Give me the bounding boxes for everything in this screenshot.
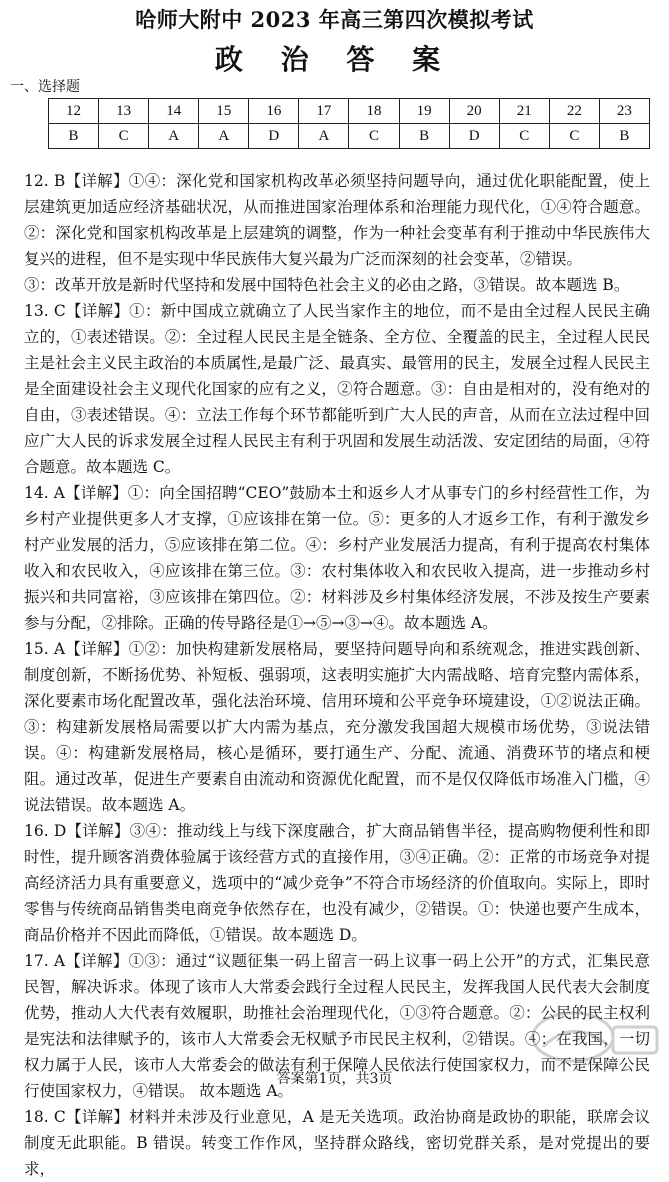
question-number: 14: [149, 99, 199, 124]
answer-subtitle: 政 治 答 案: [214, 43, 455, 76]
explanation-paragraph: 15. A【详解】①②：加快构建新发展格局，要坚持问题导向和系统观念，推进实践创新、制度创新，不断扬优势、补短板、强弱项，这表明实施扩大内需战略、培育完整内需体系，深化要素市场化配置改革，强化法治环境、信用环境和公平竞争环境建设，①②说法正确。③：构建新发展格局需要以扩大内需为基点，充分激发我国超大规模市场优势，③说法错误。④：构建新发展格局，核心是循环，要打通生产、分配、流通、消费环节的堵点和梗阻。通过改革，促进生产要素自由流动和资源优化配置，而不是仅仅降低市场准入门槛，④说法错误。故本题选 A。: [24, 640, 650, 814]
answer-cell: D: [449, 124, 499, 149]
question-number: 21: [499, 99, 549, 124]
answer-cell: A: [199, 124, 249, 149]
answer-cell: A: [149, 124, 199, 149]
answer-cell: B: [599, 124, 649, 149]
answer-cell: C: [499, 124, 549, 149]
watermark-logo-icon: [513, 1007, 663, 1069]
question-number: 12: [49, 99, 99, 124]
answer-cell: C: [349, 124, 399, 149]
page-footer: 答案第1页，共3页: [276, 1071, 393, 1087]
explanation-paragraph: 12. B【详解】①④：深化党和国家机构改革必须坚持问题导向，通过优化职能配置，使上层建筑更加适应经济基础状况，从而推进国家治理体系和治理能力现代化，①④符合题意。②：深化党和国家机构改革是上层建筑的调整，作为一种社会变革有利于推动中华民族伟大复兴的进程，但不是实现中华民族伟大复兴最为广泛而深刻的社会变革，②错误。: [24, 172, 650, 268]
answer-cell: D: [249, 124, 299, 149]
answer-cell: B: [49, 124, 99, 149]
explanation-paragraph: 16. D【详解】③④：推动线上与线下深度融合，扩大商品销售半径，提高购物便利性和即时性，提升顾客消费体验属于该经营方式的直接作用，③④正确。②：正常的市场竞争对提高经济活力具有重要意义，选项中的“减少竞争”不符合市场经济的价值取向。实际上，即时零售与传统商品销售类电商竞争依然存在，也没有减少，②错误。①：快递也要产生成本，商品价格并不因此而降低，①错误。故本题选 D。: [24, 822, 650, 944]
answer-cell: B: [399, 124, 449, 149]
explanation-paragraph: ③：改革开放是新时代坚持和发展中国特色社会主义的必由之路，③错误。故本题选 B。: [24, 276, 630, 294]
answer-cell: C: [549, 124, 599, 149]
answer-cell: C: [99, 124, 149, 149]
section-label: 一、选择题: [10, 79, 80, 95]
question-number: 19: [399, 99, 449, 124]
question-number: 18: [349, 99, 399, 124]
question-number: 15: [199, 99, 249, 124]
question-number: 23: [599, 99, 649, 124]
explanation-paragraph: 17. A【详解】①③：通过“议题征集一码上留言一码上议事一码上公开”的方式，汇集民意民智，解决诉求。体现了该市人大常委会践行全过程人民民主，发挥我国人民代表大会制度优势，推动人大代表有效履职，助推社会治理现代化，①③符合题意。②：公民的民主权利是宪法和法律赋予的，该市人大常委会无权赋予市民民主权利，②错误。④：在我国，一切权力属于人民，该市人大常委会的做法有利于保障人民依法行使国家权力，而不是保障公民行使国家权力，④错误。 故本题选 A。: [24, 952, 650, 1100]
question-number: 17: [299, 99, 349, 124]
question-number: 16: [249, 99, 299, 124]
answer-table: [48, 98, 650, 149]
answer-cell: A: [299, 124, 349, 149]
exam-title: 哈师大附中 2023 年高三第四次模拟考试: [135, 7, 534, 32]
question-number: 20: [449, 99, 499, 124]
answer-row: [49, 124, 650, 149]
question-number-row: [49, 99, 650, 124]
explanation-paragraph: 14. A【详解】①：向全国招聘“CEO”鼓励本土和返乡人才从事专门的乡村经营性工作，为乡村产业提供更多人才支撑，①应该排在第一位。⑤：更多的人才返乡工作，有利于激发乡村产业发展的活力，⑤应该排在第二位。④：乡村产业发展活力提高，有利于提高农村集体收入和农民收入，④应该排在第三位。③：农村集体收入和农民收入提高，进一步推动乡村振兴和共同富裕，③应该排在第四位。②：材料涉及乡村集体经济发展，不涉及按生产要素参与分配，②排除。正确的传导路径是①→⑤→③→④。故本题选 A。: [24, 484, 650, 632]
explanation-paragraph: 13. C【详解】①：新中国成立就确立了人民当家作主的地位，而不是由全过程人民民主确立的，①表述错误。②：全过程人民民主是全链条、全方位、全覆盖的民主，全过程人民民主是社会主义民主政治的本质属性,是最广泛、最真实、最管用的民主，发展全过程人民民主是全面建设社会主义现代化国家的应有之义，②符合题意。③：自由是相对的，没有绝对的自由，③表述错误。④：立法工作每个环节都能听到广大人民的声音，从而在立法过程中回应广大人民的诉求发展全过程人民民主有利于巩固和发展生动活泼、安定团结的局面，④符合题意。故本题选 C。: [24, 302, 650, 476]
question-number: 22: [549, 99, 599, 124]
question-number: 13: [99, 99, 149, 124]
explanation-paragraph: 18. C【详解】材料并未涉及行业意见，A 是无关选项。政治协商是政协的职能，联席会议制度无此职能。B 错误。转变工作作风，坚持群众路线，密切党群关系，是对党提出的要求，: [24, 1108, 650, 1178]
